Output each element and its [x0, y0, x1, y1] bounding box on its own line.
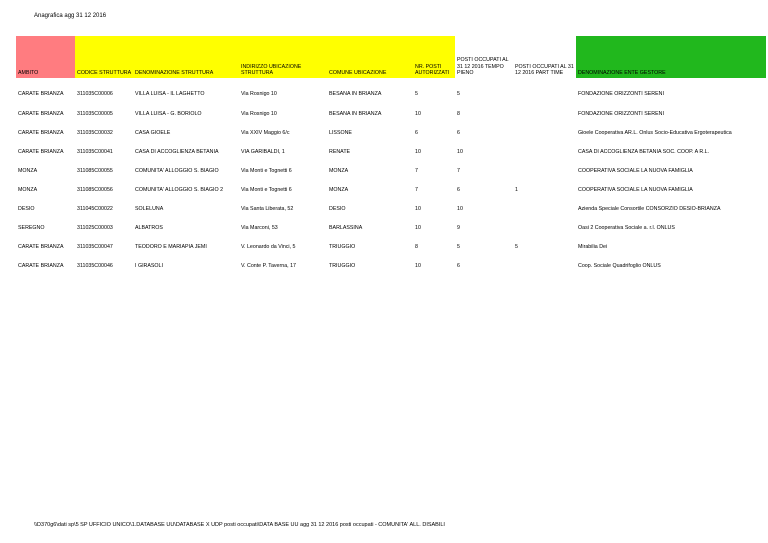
cell-occupati-pieno: 9: [457, 224, 460, 231]
cell-codice: 311035C00047: [77, 243, 113, 250]
cell-occupati-pieno: 5: [457, 91, 460, 97]
cell-ente: FONDAZIONE ORIZZONTI SERENI: [578, 110, 664, 117]
cell-comune: BESANA IN BRIANZA: [329, 91, 382, 97]
cell-ambito: MONZA: [18, 167, 38, 174]
cell-comune: MONZA: [329, 167, 349, 174]
table-header-row: [16, 36, 766, 78]
cell-indirizzo: Via Monti e Tognetti 6: [241, 167, 292, 174]
cell-comune: TRIUGGIO: [329, 243, 356, 250]
cell-occupati-pieno: 6: [457, 186, 460, 193]
header-nr-posti-autorizzati: NR. POSTI AUTORIZZATI: [413, 36, 455, 78]
cell-indirizzo: V. Leonardo da Vinci, 5: [241, 243, 296, 250]
cell-ambito: CARATE BRIANZA: [18, 262, 64, 269]
cell-denominazione: VILLA LUISA - G. BORIOLO: [135, 110, 202, 117]
cell-posti: 6: [415, 129, 418, 136]
cell-denominazione: COMUNITA' ALLOGGIO S. BIAGIO 2: [135, 186, 224, 193]
cell-posti: 10: [415, 262, 421, 269]
cell-indirizzo: V. Conte P. Taverna, 17: [241, 262, 296, 269]
cell-posti: 5: [415, 91, 418, 97]
cell-occupati-pieno: 8: [457, 110, 460, 117]
cell-occupati-pieno: 7: [457, 167, 460, 174]
cell-occupati-pieno: 5: [457, 243, 460, 250]
cell-denominazione: VILLA LUISA - IL LAGHETTO: [135, 91, 205, 97]
cell-comune: LISSONE: [329, 129, 352, 136]
cell-ambito: DESIO: [18, 205, 35, 212]
table-row: [16, 161, 766, 180]
cell-comune: TRIUGGIO: [329, 262, 356, 269]
cell-indirizzo: Via Rosnigo 10: [241, 91, 277, 97]
cell-ente: COOPERATIVA SOCIALE LA NUOVA FAMIGLIA: [578, 167, 693, 174]
cell-posti: 10: [415, 224, 421, 231]
cell-indirizzo: Via XXIV Maggio 6/c: [241, 129, 290, 136]
cell-ambito: CARATE BRIANZA: [18, 148, 64, 155]
cell-ente: COOPERATIVA SOCIALE LA NUOVA FAMIGLIA: [578, 186, 693, 193]
cell-occupati-part: [513, 78, 576, 104]
cell-denominazione: SOLELUNA: [135, 205, 164, 212]
cell-posti: 7: [415, 167, 418, 174]
cell-ambito: CARATE BRIANZA: [18, 91, 64, 97]
cell-ambito: CARATE BRIANZA: [18, 129, 64, 136]
cell-ente: Gioele Cooperativa AR.L. Onlus Socio-Educativa Ergoterapeutica: [578, 129, 732, 136]
cell-occupati-part: [513, 218, 576, 237]
cell-ambito: SEREGNO: [18, 224, 45, 231]
cell-codice: 311035C00041: [77, 148, 113, 155]
header-ambito: AMBITO: [16, 36, 75, 78]
table-row: [16, 123, 766, 142]
cell-denominazione: CASA DI ACCOGLIENZA BETANIA: [135, 148, 219, 155]
structures-table: [16, 36, 766, 275]
header-indirizzo-ubicazione: INDIRIZZO UBICAZIONE STRUTTURA: [239, 36, 327, 78]
cell-ente: Azienda Speciale Consortile CONSORZIO DESIO-BRIANZA: [578, 205, 721, 212]
cell-posti: 7: [415, 186, 418, 193]
cell-denominazione: ALBATROS: [135, 224, 163, 231]
cell-occupati-part: 5: [515, 243, 518, 250]
cell-codice: 311035C00046: [77, 262, 113, 269]
cell-indirizzo: Via Monti e Tognetti 6: [241, 186, 292, 193]
cell-ambito: CARATE BRIANZA: [18, 243, 64, 250]
cell-ente: FONDAZIONE ORIZZONTI SERENI: [578, 91, 664, 97]
cell-comune: RENATE: [329, 148, 351, 155]
cell-occupati-pieno: 6: [457, 262, 460, 269]
cell-posti: 10: [415, 148, 421, 155]
page-header-title: Anagrafica agg 31 12 2016: [34, 13, 107, 19]
cell-codice: 311085C00056: [77, 186, 113, 193]
cell-indirizzo: VIA GARIBALDI, 1: [241, 148, 285, 155]
cell-comune: BARLASSINA: [329, 224, 363, 231]
header-denominazione-ente-gestore: DENOMINAZIONE ENTE GESTORE: [576, 36, 766, 78]
cell-comune: MONZA: [329, 186, 349, 193]
cell-occupati-part: [513, 256, 576, 275]
cell-occupati-part: [513, 123, 576, 142]
cell-ambito: MONZA: [18, 186, 38, 193]
cell-denominazione: COMUNITA' ALLOGGIO S. BIAGIO: [135, 167, 219, 174]
header-posti-occupati-pieno: POSTI OCCUPATI AL 31 12 2016 TEMPO PIENO: [455, 36, 513, 78]
header-comune-ubicazione: COMUNE UBICAZIONE: [327, 36, 413, 78]
table-row: [16, 104, 766, 123]
table-row: [16, 180, 766, 199]
cell-occupati-pieno: 10: [457, 148, 463, 155]
header-codice-struttura: CODICE STRUTTURA: [75, 36, 133, 78]
cell-occupati-part: [513, 199, 576, 218]
cell-codice: 311035C00005: [77, 110, 113, 117]
cell-ente: Coop. Sociale Quadrifoglio ONLUS: [578, 262, 661, 269]
cell-posti: 10: [415, 205, 421, 212]
cell-posti: 8: [415, 243, 418, 250]
cell-ente: Oasi 2 Cooperativa Sociale a. r.l. ONLUS: [578, 224, 675, 231]
cell-ambito: CARATE BRIANZA: [18, 110, 64, 117]
cell-comune: BESANA IN BRIANZA: [329, 110, 382, 117]
table-row: [16, 78, 766, 104]
cell-comune: DESIO: [329, 205, 346, 212]
header-denominazione-struttura: DENOMINAZIONE STRUTTURA: [133, 36, 239, 78]
cell-codice: 311035C00032: [77, 129, 113, 136]
cell-codice: 311045C00022: [77, 205, 113, 212]
table-row: [16, 256, 766, 275]
table-row: [16, 199, 766, 218]
cell-occupati-part: [513, 104, 576, 123]
cell-codice: 311035C00006: [77, 91, 113, 97]
cell-occupati-pieno: 10: [457, 205, 463, 212]
cell-codice: 311085C00055: [77, 167, 113, 174]
cell-indirizzo: Via Marconi, 53: [241, 224, 278, 231]
cell-occupati-part: [513, 142, 576, 161]
cell-indirizzo: Via Santa Liberata, 52: [241, 205, 294, 212]
cell-indirizzo: Via Rosnigo 10: [241, 110, 277, 117]
cell-occupati-pieno: 6: [457, 129, 460, 136]
table-row: [16, 237, 766, 256]
cell-denominazione: CASA GIOELE: [135, 129, 171, 136]
cell-denominazione: I GIRASOLI: [135, 262, 163, 269]
cell-posti: 10: [415, 110, 421, 117]
cell-ente: CASA DI ACCOGLIENZA BETANIA SOC. COOP. A R.L.: [578, 148, 710, 155]
cell-ente: Mirabilia Dei: [578, 243, 608, 250]
table-row: [16, 218, 766, 237]
cell-occupati-part: 1: [515, 186, 518, 193]
cell-occupati-part: [513, 161, 576, 180]
footer-file-path: \\D370g6\dati sp\5 SP UFFICIO UNICO\1.DATABASE UU\DATABASE X UDP posti occupati\DATA BASE UU agg 31 12 2016 posti occupati - COMUNITA' ALL. DISABILI: [34, 522, 445, 528]
cell-denominazione: TEODORO E MARIAPIA JEMI: [135, 243, 207, 250]
cell-codice: 311025C00003: [77, 224, 113, 231]
table-row: [16, 142, 766, 161]
header-posti-occupati-part-time: POSTI OCCUPATI AL 31 12 2016 PART TIME: [513, 36, 576, 78]
table-body: [16, 78, 766, 275]
